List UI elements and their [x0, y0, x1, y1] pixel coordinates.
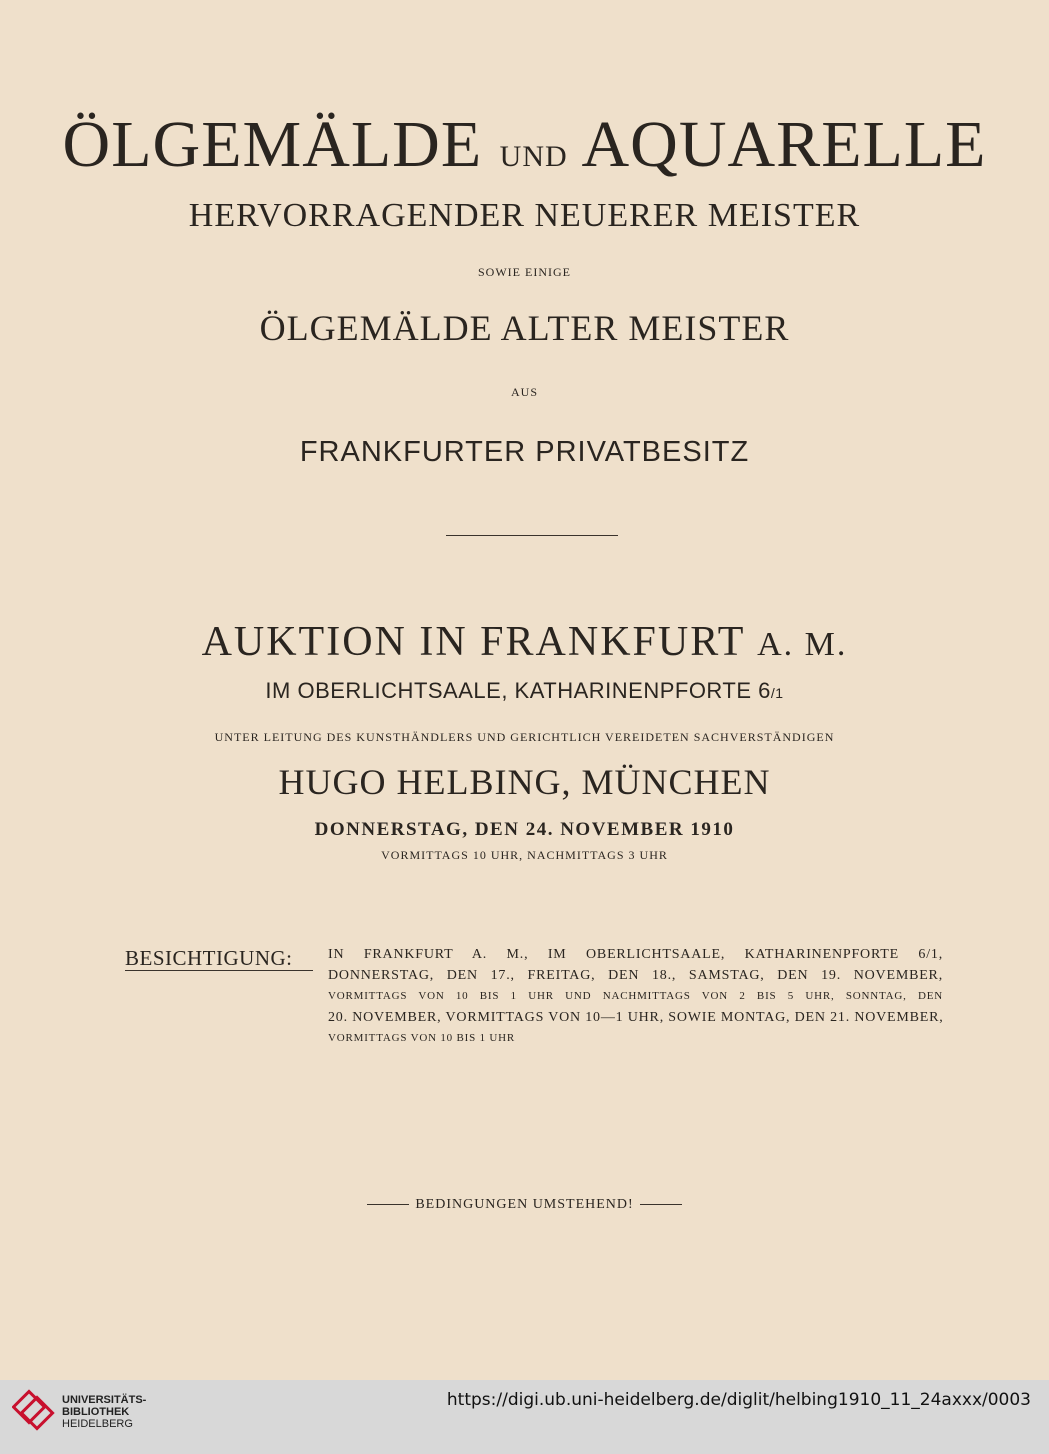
library-logo-icon[interactable] — [12, 1388, 58, 1434]
title-part-2: AQUARELLE — [581, 108, 987, 181]
auction-date: DONNERSTAG, DEN 24. NOVEMBER 1910 — [314, 819, 735, 840]
besichtigung-line: VORMITTAGS VON 10 BIS 1 UHR UND NACHMITTAGS VON 2 BIS 5 UHR, SONNTAG, DEN — [328, 990, 943, 1002]
library-name-line3: HEIDELBERG — [62, 1418, 133, 1430]
privatbesitz-heading: FRANKFURTER PRIVATBESITZ — [299, 436, 750, 468]
besichtigung-line: VORMITTAGS VON 10 BIS 1 UHR — [328, 1032, 516, 1044]
auction-heading-text: AUKTION IN FRANKFURT — [201, 619, 745, 665]
venue-number-suffix: /1 — [770, 685, 784, 701]
library-name-line1: UNIVERSITÄTS- — [62, 1394, 147, 1406]
auction-times: VORMITTAGS 10 UHR, NACHMITTAGS 3 UHR — [381, 848, 668, 862]
auction-heading — [0, 614, 1049, 673]
besichtigung-line: DONNERSTAG, DEN 17., FREITAG, DEN 18., SAMSTAG, DEN 19. NOVEMBER, — [328, 968, 943, 983]
document-url-link[interactable]: https://digi.ub.uni-heidelberg.de/diglit/helbing1910_11_24axxx/0003 — [446, 1390, 1031, 1410]
besichtigung-line: IN FRANKFURT A. M., IM OBERLICHTSAALE, KATHARINENPFORTE 6/1, — [328, 947, 943, 962]
sowie-einige-text: SOWIE EINIGE — [478, 265, 571, 279]
library-name-line2: BIBLIOTHEK — [62, 1406, 130, 1418]
venue-text: IM OBERLICHTSAALE, KATHARINENPFORTE 6 — [265, 678, 771, 703]
library-footer-bar — [0, 1380, 1049, 1454]
bedingungen-note — [0, 1197, 1049, 1213]
right-dash — [640, 1204, 682, 1205]
title-und: UND — [499, 140, 568, 173]
besichtigung-label: BESICHTIGUNG: — [125, 946, 293, 970]
document-subtitle: HERVORRAGENDER NEUERER MEISTER — [188, 197, 861, 234]
besichtigung-details — [328, 944, 943, 1049]
document-title — [0, 100, 1049, 202]
auctioneer-name: HUGO HELBING, MÜNCHEN — [278, 762, 771, 802]
left-dash — [367, 1204, 409, 1205]
aus-text: AUS — [510, 385, 538, 399]
title-part-1: ÖLGEMÄLDE — [62, 108, 483, 181]
divider-rule — [446, 535, 618, 536]
auction-heading-am: A. M. — [757, 626, 848, 663]
besichtigung-underline — [125, 970, 313, 971]
library-name — [62, 1394, 146, 1430]
venue-line — [0, 674, 1049, 710]
bedingungen-text: BEDINGUNGEN UMSTEHEND! — [415, 1197, 634, 1212]
besichtigung-line: 20. NOVEMBER, VORMITTAGS VON 10—1 UHR, SOWIE MONTAG, DEN 21. NOVEMBER, — [328, 1010, 944, 1025]
alte-meister-heading: ÖLGEMÄLDE ALTER MEISTER — [259, 308, 790, 348]
leitung-line: UNTER LEITUNG DES KUNSTHÄNDLERS UND GERICHTLICH VEREIDETEN SACHVERSTÄNDIGEN — [214, 730, 835, 744]
